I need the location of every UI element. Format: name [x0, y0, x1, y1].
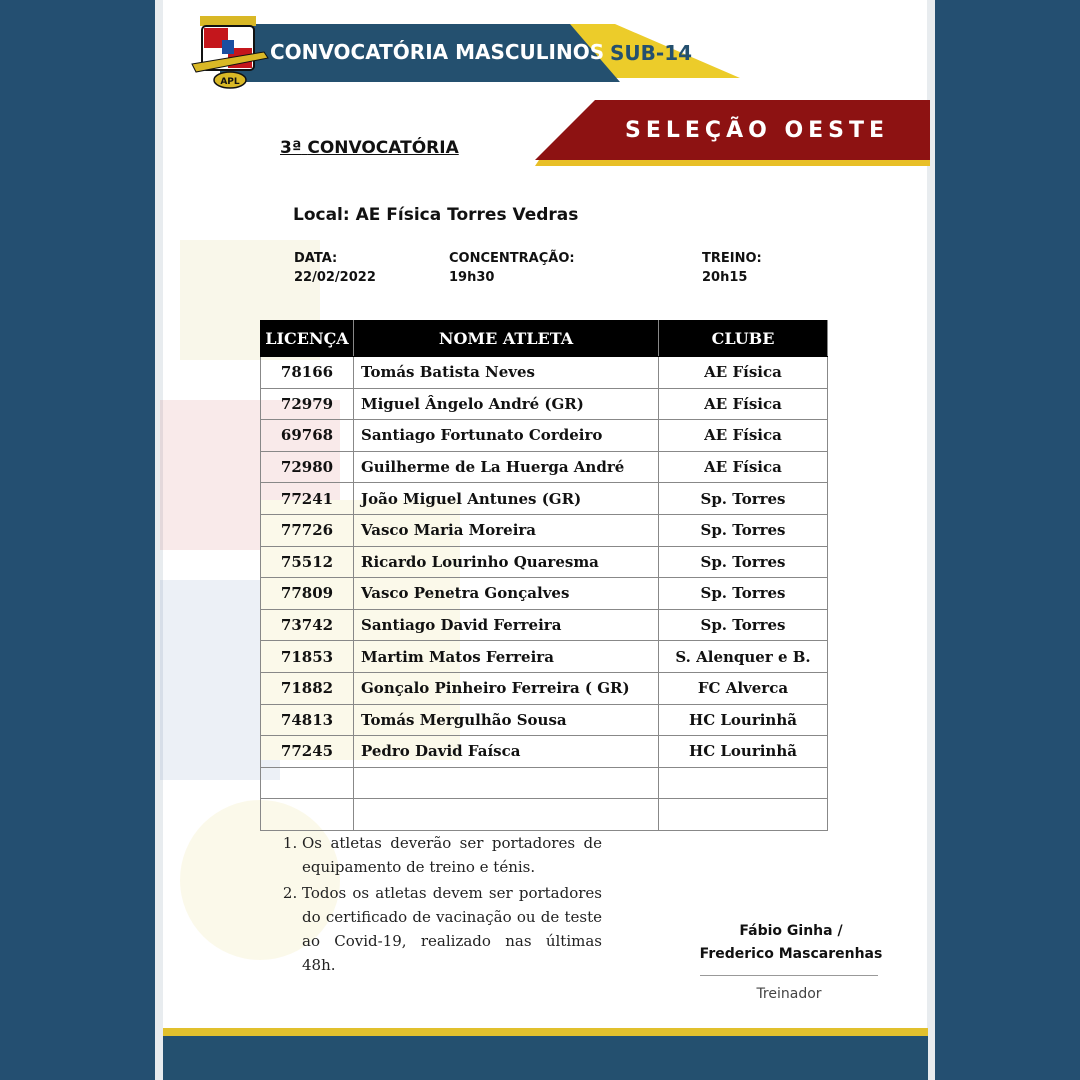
athlete-name-cell: Pedro David Faísca: [354, 736, 659, 768]
training-value: 20h15: [702, 270, 748, 285]
club-cell: FC Alverca: [659, 672, 828, 704]
concentration-value: 19h30: [449, 270, 495, 285]
athlete-name-cell: Vasco Penetra Gonçalves: [354, 578, 659, 610]
table-row: [261, 451, 828, 483]
column-header-name: NOME ATLETA: [354, 321, 659, 357]
license-cell: 77241: [261, 483, 354, 515]
license-cell: 78166: [261, 357, 354, 389]
date-value: 22/02/2022: [294, 270, 376, 285]
notes-section: [276, 831, 602, 979]
table-row: [261, 388, 828, 420]
coach-signature: [696, 920, 886, 966]
table-row-empty: [261, 767, 828, 799]
club-cell: AE Física: [659, 388, 828, 420]
athlete-name-cell: Guilherme de La Huerga André: [354, 451, 659, 483]
table-row-empty: [261, 799, 828, 831]
club-cell: AE Física: [659, 451, 828, 483]
athlete-name-cell: Tomás Mergulhão Sousa: [354, 704, 659, 736]
club-cell: Sp. Torres: [659, 578, 828, 610]
date-label: DATA:: [294, 251, 338, 266]
table-row: [261, 546, 828, 578]
license-cell: 71853: [261, 641, 354, 673]
selection-banner: [535, 100, 930, 168]
athlete-name-cell: Vasco Maria Moreira: [354, 514, 659, 546]
license-cell: 77245: [261, 736, 354, 768]
license-cell: 69768: [261, 420, 354, 452]
license-cell: 77809: [261, 578, 354, 610]
table-row: [261, 578, 828, 610]
association-crest-logo: [190, 14, 270, 90]
table-row: [261, 420, 828, 452]
coach-name-line2: Frederico Mascarenhas: [699, 946, 883, 962]
footer-yellow-stripe: [163, 1028, 928, 1036]
column-header-club: CLUBE: [659, 321, 828, 357]
license-cell: [261, 799, 354, 831]
roster-table: [260, 320, 828, 831]
convocatoria-label: CONVOCATÓRIA: [307, 138, 459, 158]
header-category: SUB-14: [610, 41, 693, 65]
club-cell: HC Lourinhã: [659, 736, 828, 768]
info-training: [702, 249, 762, 287]
license-cell: 72979: [261, 388, 354, 420]
athlete-name-cell: Santiago David Ferreira: [354, 609, 659, 641]
athlete-name-cell: [354, 799, 659, 831]
athlete-name-cell: Miguel Ângelo André (GR): [354, 388, 659, 420]
club-cell: AE Física: [659, 357, 828, 389]
convocatoria-number: 3ª: [280, 138, 302, 158]
table-row: [261, 704, 828, 736]
athlete-name-cell: João Miguel Antunes (GR): [354, 483, 659, 515]
note-item: 2. Todos os atletas devem ser portadores do certificado de vacinação ou de teste ao Covid-19, realizado nas últimas 48h.: [302, 881, 602, 977]
table-row: [261, 736, 828, 768]
footer-blue-bar: [163, 1036, 928, 1080]
note-item: 1. Os atletas deverão ser portadores de equipamento de treino e ténis.: [302, 831, 602, 879]
header-banner: [220, 24, 740, 84]
crest-text: APL: [220, 77, 240, 87]
club-cell: HC Lourinhã: [659, 704, 828, 736]
table-row: [261, 514, 828, 546]
training-label: TREINO:: [702, 251, 762, 266]
table-row: [261, 641, 828, 673]
signature-divider: [700, 975, 878, 976]
table-row: [261, 483, 828, 515]
coach-name-line1: Fábio Ginha /: [739, 923, 843, 939]
club-cell: AE Física: [659, 420, 828, 452]
convocatoria-title: [280, 138, 459, 158]
header-title: CONVOCATÓRIA MASCULINOS: [270, 40, 605, 64]
club-cell: Sp. Torres: [659, 483, 828, 515]
notes-list: [276, 831, 602, 977]
club-cell: [659, 767, 828, 799]
club-cell: Sp. Torres: [659, 609, 828, 641]
club-cell: [659, 799, 828, 831]
athlete-name-cell: [354, 767, 659, 799]
table-row: [261, 609, 828, 641]
table-row: [261, 672, 828, 704]
info-concentration: [449, 249, 575, 287]
athlete-name-cell: Santiago Fortunato Cordeiro: [354, 420, 659, 452]
info-date: [294, 249, 376, 287]
location: Local: AE Física Torres Vedras: [293, 205, 579, 225]
concentration-label: CONCENTRAÇÃO:: [449, 251, 575, 266]
license-cell: 74813: [261, 704, 354, 736]
table-header-row: [261, 321, 828, 357]
column-header-license: LICENÇA: [261, 321, 354, 357]
club-cell: Sp. Torres: [659, 514, 828, 546]
table-row: [261, 357, 828, 389]
club-cell: S. Alenquer e B.: [659, 641, 828, 673]
license-cell: 73742: [261, 609, 354, 641]
license-cell: 77726: [261, 514, 354, 546]
license-cell: [261, 767, 354, 799]
athlete-name-cell: Martim Matos Ferreira: [354, 641, 659, 673]
selection-banner-text: SELEÇÃO OESTE: [625, 118, 890, 143]
coach-role: Treinador: [756, 986, 822, 1002]
license-cell: 72980: [261, 451, 354, 483]
license-cell: 71882: [261, 672, 354, 704]
athlete-name-cell: Ricardo Lourinho Quaresma: [354, 546, 659, 578]
athlete-name-cell: Gonçalo Pinheiro Ferreira ( GR): [354, 672, 659, 704]
club-cell: Sp. Torres: [659, 546, 828, 578]
athlete-name-cell: Tomás Batista Neves: [354, 357, 659, 389]
license-cell: 75512: [261, 546, 354, 578]
